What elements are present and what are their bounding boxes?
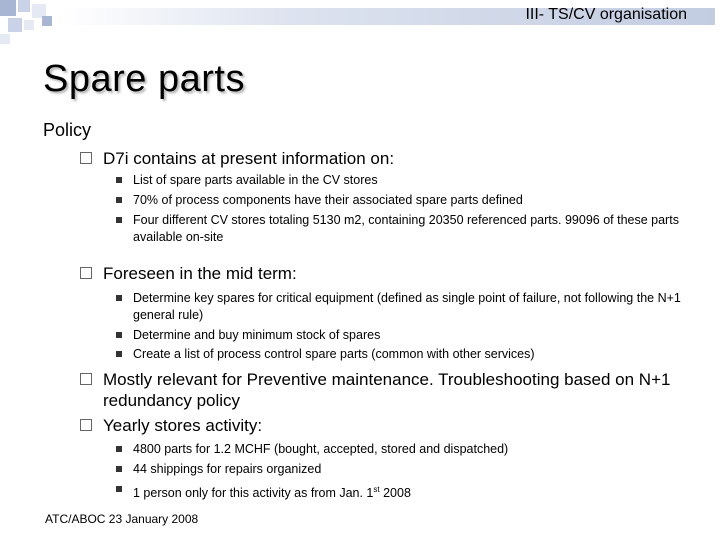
bullet-l1-text: Mostly relevant for Preventive maintenance. Troubleshooting based on N+1 redundancy policy: [103, 370, 671, 410]
bullet-l2-1-0: [116, 290, 688, 324]
bullet-l1-text: D7i contains at present information on:: [103, 149, 395, 168]
bullet-l1-text: Yearly stores activity:: [103, 416, 263, 435]
corner-square-6: [42, 16, 52, 26]
policy-label: Policy: [43, 120, 92, 140]
hollow-square-icon: [80, 267, 92, 279]
bullet-l1-1: [80, 263, 683, 284]
filled-square-icon: [116, 295, 122, 301]
filled-square-icon: [116, 466, 122, 472]
bullet-l2-text: 4800 parts for 1.2 MCHF (bought, accepted, stored and dispatched): [133, 442, 509, 456]
filled-square-icon: [116, 446, 122, 452]
bullet-l2-text: 70% of process components have their associated spare parts defined: [133, 193, 523, 207]
corner-square-4: [8, 18, 22, 32]
bullet-l2-text: Determine key spares for critical equipment (defined as single point of failure, not following the N+1 general rule): [133, 291, 681, 322]
hollow-square-icon: [80, 152, 92, 164]
bullet-l2-text: Create a list of process control spare parts (common with other services): [133, 347, 535, 361]
filled-square-icon: [116, 332, 122, 338]
hollow-square-icon: [80, 373, 92, 385]
corner-square-5: [24, 20, 34, 30]
bullet-l2-0-0: [116, 172, 688, 189]
corner-square-1: [0, 0, 16, 16]
bullet-l1-3: [80, 415, 683, 436]
bullet-l1-text: Foreseen in the mid term:: [103, 264, 297, 283]
bullet-l2-0-1: [116, 192, 688, 209]
ordinal-suffix: st: [373, 485, 380, 494]
bullet-l2-text: Determine and buy minimum stock of spares: [133, 328, 381, 342]
bullet-text-after: 2008: [379, 486, 411, 500]
filled-square-icon: [116, 177, 122, 183]
bullet-l2-text: List of spare parts available in the CV stores: [133, 173, 378, 187]
filled-square-icon: [116, 217, 122, 223]
bullet-l2-0-2: [116, 212, 688, 246]
hollow-square-icon: [80, 419, 92, 431]
slide-title: Spare parts: [43, 58, 245, 100]
bullet-l2-3-1: [116, 461, 688, 478]
bullet-l2-text: 44 shippings for repairs organized: [133, 462, 322, 476]
bullet-l2-1-1: [116, 327, 688, 344]
corner-square-2: [18, 0, 30, 12]
footer-text: ATC/ABOC 23 January 2008: [45, 512, 199, 526]
bullet-l2-text: Four different CV stores totaling 5130 m2, containing 20350 referenced parts. 99096 of these parts available on-site: [133, 213, 679, 244]
bullet-l1-2: [80, 369, 683, 411]
filled-square-icon: [116, 486, 122, 492]
section-header: III- TS/CV organisation: [525, 6, 687, 23]
bullet-l2-text: [133, 481, 688, 502]
bullet-l2-3-0: [116, 441, 688, 458]
corner-square-7: [0, 34, 10, 44]
filled-square-icon: [116, 351, 122, 357]
filled-square-icon: [116, 197, 122, 203]
bullet-l2-1-2: [116, 346, 688, 363]
bullet-text-before: 1 person only for this activity as from Jan. 1: [133, 486, 374, 500]
bullet-l1-0: [80, 148, 683, 169]
bullet-l2-3-2: [116, 481, 688, 502]
